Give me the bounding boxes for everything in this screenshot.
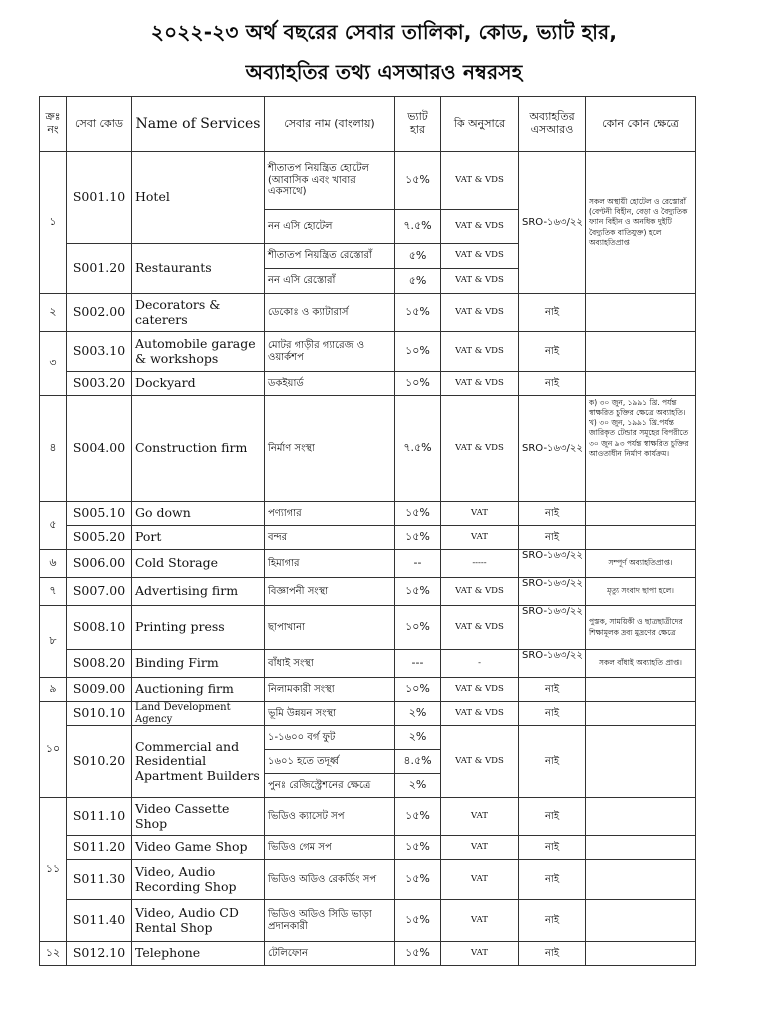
areas-cell: সম্পূর্ণ অব্যাহতিপ্রাপ্ত।	[586, 550, 696, 578]
bangla-name-cell: শীতাতপ নিয়ন্ত্রিত হোটেল (আবাসিক এবং খাবার একসাথে)	[265, 152, 395, 210]
sro-cell: নাই	[519, 294, 586, 332]
serial-cell: ৫	[40, 502, 67, 550]
service-name-cell: Video Cassette Shop	[132, 798, 265, 836]
rate-cell: ১৫%	[395, 860, 441, 900]
areas-cell	[586, 798, 696, 836]
sro-cell: নাই	[519, 678, 586, 702]
basis-cell: VAT & VDS	[441, 578, 519, 606]
header-exemption-sro: অব্যাহতির এসআরও	[519, 97, 586, 152]
rate-cell: ১৫%	[395, 294, 441, 332]
rate-cell: ১৫%	[395, 798, 441, 836]
rate-cell: ১৫%	[395, 152, 441, 210]
service-name-cell: Cold Storage	[132, 550, 265, 578]
table-row	[40, 502, 696, 526]
basis-cell: VAT	[441, 860, 519, 900]
service-name-cell: Binding Firm	[132, 650, 265, 678]
code-cell: S003.20	[67, 372, 132, 396]
areas-cell: পুস্তক, সাময়িকী ও ছাত্রছাত্রীদের শিক্ষামূলক দ্রব্য মুদ্রণের ক্ষেত্রে	[586, 606, 696, 650]
rate-cell: ১৫%	[395, 502, 441, 526]
serial-cell: ৬	[40, 550, 67, 578]
service-name-cell: Auctioning firm	[132, 678, 265, 702]
sro-cell: নাই	[519, 702, 586, 726]
bangla-name-cell: ডেকোঃ ও ক্যাটারার্স	[265, 294, 395, 332]
sro-cell: SRO-১৬৩/২২	[519, 578, 586, 606]
table-row	[40, 606, 696, 650]
serial-cell: ২	[40, 294, 67, 332]
code-cell: S005.20	[67, 526, 132, 550]
rate-cell: ১৫%	[395, 578, 441, 606]
code-cell: S011.10	[67, 798, 132, 836]
code-cell: S011.40	[67, 900, 132, 942]
table-row	[40, 678, 696, 702]
service-name-cell: Decorators & caterers	[132, 294, 265, 332]
code-cell: S008.20	[67, 650, 132, 678]
code-cell: S007.00	[67, 578, 132, 606]
rate-cell: ১৫%	[395, 526, 441, 550]
rate-cell: ---	[395, 650, 441, 678]
table-row	[40, 526, 696, 550]
table-row	[40, 396, 696, 502]
service-name-cell: Restaurants	[132, 244, 265, 294]
rate-cell: ১০%	[395, 606, 441, 650]
areas-cell	[586, 372, 696, 396]
code-cell: S003.10	[67, 332, 132, 372]
areas-cell	[586, 726, 696, 798]
code-cell: S009.00	[67, 678, 132, 702]
areas-cell: ক) ৩০ জুন, ১৯৯১ খ্রি. পর্যন্ত স্বাক্ষরিত চুক্তির ক্ষেত্রে অব্যাহতি। খ) ৩০ জুন, ১৯৯১ খ্রি.পর্যন্ত জারিকৃত টেন্ডার সমূহের বিপরীতে ৩০ জুন ৯৩ পর্যন্ত স্বাক্ষরিত চুক্তির আওতাধীন নির্মাণ কার্যক্রম।	[586, 396, 696, 502]
basis-cell: VAT & VDS	[441, 726, 519, 798]
table-row	[40, 372, 696, 396]
areas-cell	[586, 942, 696, 966]
service-name-cell: Printing press	[132, 606, 265, 650]
header-serial: ক্রঃ নং	[40, 97, 67, 152]
code-cell: S004.00	[67, 396, 132, 502]
code-cell: S008.10	[67, 606, 132, 650]
service-name-cell: Video, Audio CD Rental Shop	[132, 900, 265, 942]
service-name-cell: Telephone	[132, 942, 265, 966]
service-name-cell: Construction firm	[132, 396, 265, 502]
bangla-name-cell: ভিডিও অডিও রেকর্ডিং সপ	[265, 860, 395, 900]
table-row	[40, 650, 696, 678]
rate-cell: ১০%	[395, 678, 441, 702]
sro-cell: SRO-১৬৩/২২	[519, 550, 586, 578]
table-row	[40, 152, 696, 210]
bangla-name-cell: বাঁধাই সংস্থা	[265, 650, 395, 678]
header-name-of-services: Name of Services	[132, 97, 265, 152]
basis-cell: VAT & VDS	[441, 396, 519, 502]
table-row	[40, 702, 696, 726]
serial-cell: ৩	[40, 332, 67, 396]
header-basis: কি অনুসারে	[441, 97, 519, 152]
sro-cell: SRO-১৬৩/২২	[519, 152, 586, 294]
bangla-name-cell: হিমাগার	[265, 550, 395, 578]
areas-cell	[586, 836, 696, 860]
basis-cell: VAT & VDS	[441, 294, 519, 332]
rate-cell: ৭.৫%	[395, 396, 441, 502]
areas-cell	[586, 526, 696, 550]
table-row	[40, 578, 696, 606]
serial-cell: ৯	[40, 678, 67, 702]
serial-cell: ১	[40, 152, 67, 294]
basis-cell: -----	[441, 550, 519, 578]
vat-services-table	[39, 96, 696, 966]
bangla-name-cell: ছাপাখানা	[265, 606, 395, 650]
serial-cell: ৭	[40, 578, 67, 606]
basis-cell: VAT & VDS	[441, 702, 519, 726]
basis-cell: VAT & VDS	[441, 210, 519, 244]
areas-cell	[586, 860, 696, 900]
rate-cell: ১৫%	[395, 836, 441, 860]
bangla-name-cell: ভিডিও অডিও সিডি ভাড়া প্রদানকারী	[265, 900, 395, 942]
table-row	[40, 836, 696, 860]
basis-cell: VAT	[441, 942, 519, 966]
bangla-name-cell: নিলামকারী সংস্থা	[265, 678, 395, 702]
areas-cell	[586, 900, 696, 942]
header-service-name-bangla: সেবার নাম (বাংলায়)	[265, 97, 395, 152]
sro-cell: SRO-১৬৩/২২	[519, 606, 586, 650]
bangla-name-cell: ভিডিও গেম সপ	[265, 836, 395, 860]
rate-cell: ৭.৫%	[395, 210, 441, 244]
bangla-name-cell: টেলিফোন	[265, 942, 395, 966]
sro-cell: নাই	[519, 836, 586, 860]
sro-cell: SRO-১৬৩/২২	[519, 396, 586, 502]
areas-cell: মৃত্যু সংবাদ ছাপা হলে।	[586, 578, 696, 606]
sro-cell: নাই	[519, 798, 586, 836]
header-vat-rate: ভ্যাট হার	[395, 97, 441, 152]
service-name-cell: Hotel	[132, 152, 265, 244]
service-name-cell: Land Development Agency	[132, 702, 265, 726]
basis-cell: VAT & VDS	[441, 606, 519, 650]
service-name-cell: Automobile garage & workshops	[132, 332, 265, 372]
code-cell: S011.20	[67, 836, 132, 860]
bangla-name-cell: বিজ্ঞাপনী সংস্থা	[265, 578, 395, 606]
service-name-cell: Video, Audio Recording Shop	[132, 860, 265, 900]
table-row	[40, 798, 696, 836]
bangla-name-cell: পুনঃ রেজিস্ট্রেশনের ক্ষেত্রে	[265, 774, 395, 798]
service-name-cell: Video Game Shop	[132, 836, 265, 860]
service-name-cell: Port	[132, 526, 265, 550]
service-name-cell: Dockyard	[132, 372, 265, 396]
sro-cell: নাই	[519, 860, 586, 900]
bangla-name-cell: ১৬০১ হতে তদূর্ধ্ব	[265, 750, 395, 774]
rate-cell: ৫%	[395, 244, 441, 269]
rate-cell: ১৫%	[395, 942, 441, 966]
rate-cell: ২%	[395, 726, 441, 750]
basis-cell: VAT & VDS	[441, 678, 519, 702]
basis-cell: VAT	[441, 798, 519, 836]
serial-cell: ১০	[40, 702, 67, 798]
bangla-name-cell: ১-১৬০০ বর্গ ফুট	[265, 726, 395, 750]
areas-cell: সকল বাঁধাই অব্যাহতি প্রাপ্ত।	[586, 650, 696, 678]
rate-cell: ১৫%	[395, 900, 441, 942]
service-name-cell: Go down	[132, 502, 265, 526]
serial-cell: ১২	[40, 942, 67, 966]
areas-cell	[586, 332, 696, 372]
code-cell: S011.30	[67, 860, 132, 900]
basis-cell: -	[441, 650, 519, 678]
basis-cell: VAT	[441, 900, 519, 942]
areas-cell	[586, 678, 696, 702]
sro-cell: নাই	[519, 332, 586, 372]
document-title-line-2: অব্যাহতির তথ্য এসআরও নম্বরসহ	[245, 60, 523, 84]
bangla-name-cell: ভূমি উন্নয়ন সংস্থা	[265, 702, 395, 726]
serial-cell: ৮	[40, 606, 67, 678]
table-row	[40, 726, 696, 750]
bangla-name-cell: পণ্যাগার	[265, 502, 395, 526]
rate-cell: ১০%	[395, 372, 441, 396]
areas-cell	[586, 502, 696, 526]
code-cell: S002.00	[67, 294, 132, 332]
code-cell: S006.00	[67, 550, 132, 578]
sro-cell: নাই	[519, 502, 586, 526]
serial-cell: ১১	[40, 798, 67, 942]
areas-cell: সকল অস্থায়ী হোটেল ও রেস্তোরাঁ (বেণ্টনী বিহীন, বেড়া ও বৈদ্যুতিক ফ্যান বিহীন ও অনধিক দুইটি বৈদ্যুতিক বাতিযুক্ত) হলে অব্যাহতিপ্রাপ্ত	[586, 152, 696, 294]
bangla-name-cell: বন্দর	[265, 526, 395, 550]
basis-cell: VAT	[441, 526, 519, 550]
basis-cell: VAT & VDS	[441, 244, 519, 269]
sro-cell: SRO-১৬৩/২২	[519, 650, 586, 678]
code-cell: S012.10	[67, 942, 132, 966]
rate-cell: --	[395, 550, 441, 578]
bangla-name-cell: নির্মাণ সংস্থা	[265, 396, 395, 502]
basis-cell: VAT & VDS	[441, 269, 519, 294]
rate-cell: ২%	[395, 774, 441, 798]
header-service-code: সেবা কোড	[67, 97, 132, 152]
sro-cell: নাই	[519, 526, 586, 550]
table-row	[40, 294, 696, 332]
bangla-name-cell: মোটর গাড়ীর গ্যারেজ ও ওয়ার্কশপ	[265, 332, 395, 372]
sro-cell: নাই	[519, 942, 586, 966]
header-areas: কোন কোন ক্ষেত্রে	[586, 97, 696, 152]
bangla-name-cell: নন এসি রেস্তোরাঁ	[265, 269, 395, 294]
rate-cell: ১০%	[395, 332, 441, 372]
sro-cell: নাই	[519, 726, 586, 798]
code-cell: S001.20	[67, 244, 132, 294]
rate-cell: ৪.৫%	[395, 750, 441, 774]
sro-cell: নাই	[519, 372, 586, 396]
code-cell: S010.20	[67, 726, 132, 798]
table-row	[40, 900, 696, 942]
basis-cell: VAT & VDS	[441, 332, 519, 372]
basis-cell: VAT	[441, 836, 519, 860]
bangla-name-cell: নন এসি হোটেল	[265, 210, 395, 244]
basis-cell: VAT & VDS	[441, 152, 519, 210]
bangla-name-cell: ভিডিও ক্যাসেট সপ	[265, 798, 395, 836]
areas-cell	[586, 294, 696, 332]
service-name-cell: Advertising firm	[132, 578, 265, 606]
bangla-name-cell: ডকইয়ার্ড	[265, 372, 395, 396]
table-header-row	[40, 97, 696, 152]
table-row	[40, 860, 696, 900]
sro-cell: নাই	[519, 900, 586, 942]
table-row	[40, 942, 696, 966]
serial-cell: ৪	[40, 396, 67, 502]
code-cell: S005.10	[67, 502, 132, 526]
basis-cell: VAT & VDS	[441, 372, 519, 396]
table-row	[40, 332, 696, 372]
code-cell: S001.10	[67, 152, 132, 244]
document-title-line-1: ২০২২-২৩ অর্থ বছরের সেবার তালিকা, কোড, ভ্যাট হার,	[150, 20, 618, 44]
table-row	[40, 550, 696, 578]
areas-cell	[586, 702, 696, 726]
code-cell: S010.10	[67, 702, 132, 726]
rate-cell: ২%	[395, 702, 441, 726]
rate-cell: ৫%	[395, 269, 441, 294]
basis-cell: VAT	[441, 502, 519, 526]
bangla-name-cell: শীতাতপ নিয়ন্ত্রিত রেস্তোরাঁ	[265, 244, 395, 269]
service-name-cell: Commercial and Residential Apartment Builders	[132, 726, 265, 798]
